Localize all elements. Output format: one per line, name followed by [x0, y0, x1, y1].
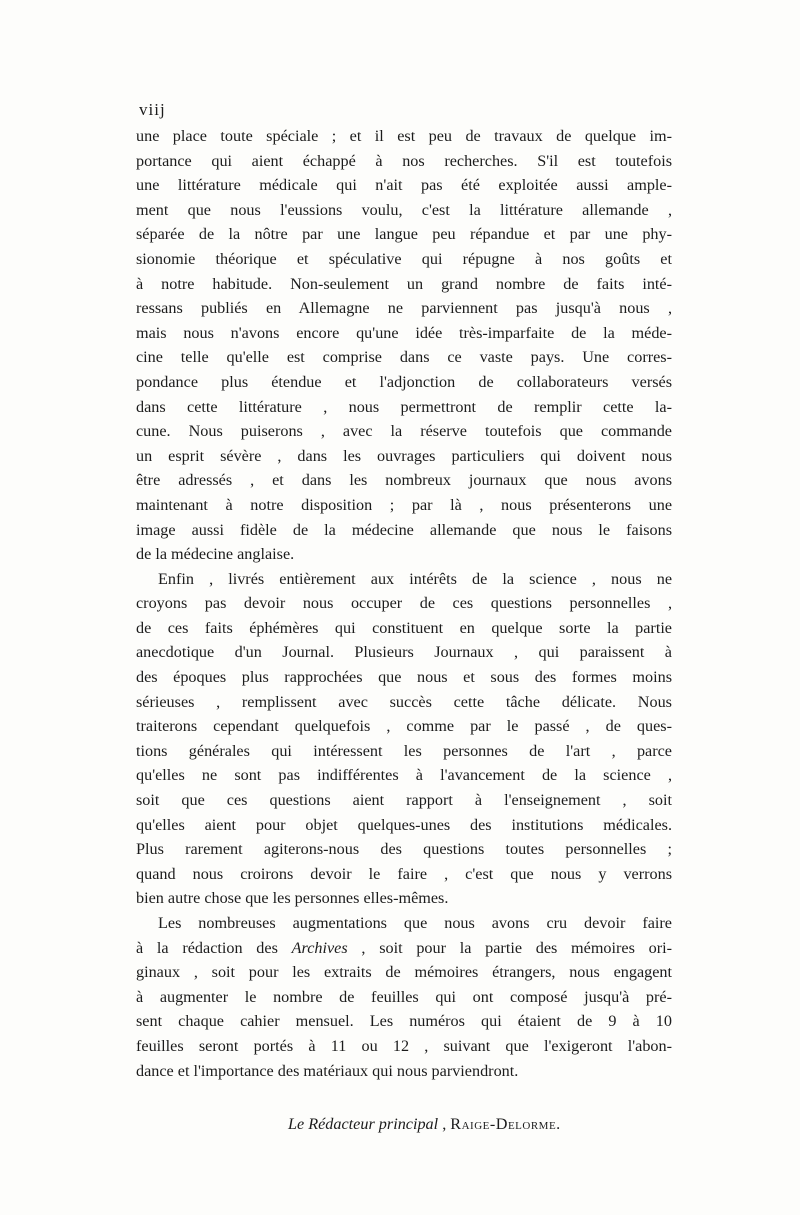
text-line: à la rédaction des Archives , soit pour la partie des mémoires ori-: [136, 938, 672, 957]
text-line: mais nous n'avons encore qu'une idée très-imparfaite de la méde-: [136, 323, 672, 342]
page-number: viij: [139, 100, 166, 119]
text-line: bien autre chose que les personnes elles-mêmes.: [136, 889, 449, 908]
text-line: ment que nous l'eussions voulu, c'est la littérature allemande ,: [136, 200, 672, 219]
signature: [288, 1111, 672, 1137]
text-line: Enfin , livrés entièrement aux intérêts de la science , nous ne: [158, 569, 672, 588]
text-line: Plus rarement agiterons-nous des questions toutes personnelles ;: [136, 840, 672, 859]
text-line: à augmenter le nombre de feuilles qui ont composé jusqu'à pré-: [136, 987, 672, 1006]
text-line: dans cette littérature , nous permettront de remplir cette la-: [136, 397, 672, 416]
text-line: sent chaque cahier mensuel. Les numéros qui étaient de 9 à 10: [136, 1012, 672, 1031]
text-line: sionomie théorique et spéculative qui répugne à nos goûts et: [136, 249, 672, 268]
signature-role: Le Rédacteur principal: [288, 1115, 439, 1133]
text-line: ressans publiés en Allemagne ne parviennent pas jusqu'à nous ,: [136, 299, 672, 318]
text-line: image aussi fidèle de la médecine allemande que nous le faisons: [136, 520, 672, 539]
text-line: séparée de la nôtre par une langue peu répandue et par une phy-: [136, 225, 672, 244]
text-line: cune. Nous puiserons , avec la réserve toutefois que commande: [136, 422, 672, 441]
text-line: soit que ces questions aient rapport à l'enseignement , soit: [136, 791, 672, 810]
text-line: qu'elles ne sont pas indifférentes à l'avancement de la science ,: [136, 766, 672, 785]
signature-separator: ,: [438, 1115, 451, 1133]
text-line: ginaux , soit pour les extraits de mémoires étrangers, nous engagent: [136, 963, 672, 982]
text-line: une place toute spéciale ; et il est peu de travaux de quelque im-: [136, 127, 672, 145]
text-line: être adressés , et dans les nombreux journaux que nous avons: [136, 471, 672, 490]
text-line: qu'elles aient pour objet quelques-unes des institutions médicales.: [136, 815, 672, 834]
text-line: à notre habitude. Non-seulement un grand nombre de faits inté-: [136, 274, 672, 293]
text-line: un esprit sévère , dans les ouvrages particuliers qui doivent nous: [136, 446, 672, 465]
text-line: feuilles seront portés à 11 ou 12 , suivant que l'exigeront l'abon-: [136, 1036, 672, 1055]
text-line: de ces faits éphémères qui constituent en quelque sorte la partie: [136, 618, 672, 637]
text-line: Les nombreuses augmentations que nous avons cru devoir faire: [158, 914, 672, 932]
text-line: tions générales qui intéressent les personnes de l'art , parce: [136, 741, 672, 760]
signature-name: Raige-Delorme.: [450, 1115, 561, 1133]
text-line: cine telle qu'elle est comprise dans ce vaste pays. Une corres-: [136, 348, 672, 367]
text-line: dance et l'importance des matériaux qui nous parviendront.: [136, 1061, 519, 1080]
text-line: sérieuses , remplissent avec succès cette tâche délicate. Nous: [136, 692, 672, 711]
text-line: maintenant à notre disposition ; par là , nous présenterons une: [136, 495, 672, 514]
text-line: quand nous croirons devoir le faire , c'est que nous y verrons: [136, 864, 672, 883]
text-line: des époques plus rapprochées que nous et sous des formes moins: [136, 668, 672, 687]
body-text: [136, 124, 672, 1083]
text-line: portance qui aient échappé à nos recherches. S'il est toutefois: [136, 151, 672, 170]
text-line: anecdotique d'un Journal. Plusieurs Journaux , qui paraissent à: [136, 643, 672, 662]
text-line: traiterons cependant quelquefois , comme par le passé , de ques-: [136, 717, 672, 736]
journal-title: Archives: [291, 938, 348, 957]
text-line: croyons pas devoir nous occuper de ces questions personnelles ,: [136, 594, 672, 613]
text-line: de la médecine anglaise.: [136, 545, 295, 564]
text-line: une littérature médicale qui n'ait pas été exploitée aussi ample-: [136, 176, 672, 195]
text-line: pondance plus étendue et l'adjonction de collaborateurs versés: [136, 372, 672, 391]
